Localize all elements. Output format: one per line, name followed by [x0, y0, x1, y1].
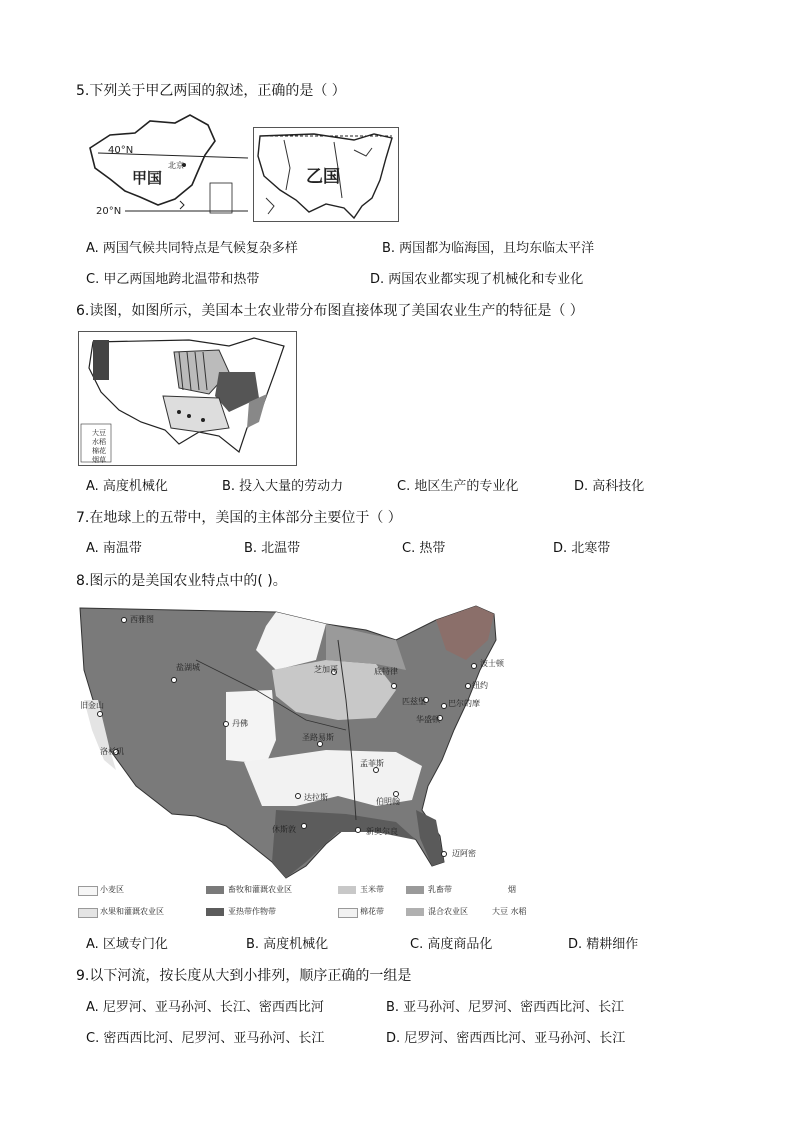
legend-soy: 大豆 — [492, 907, 508, 916]
city-boston: 波士顿 — [480, 659, 504, 668]
city-saltlake: 盐湖城 — [176, 663, 200, 672]
q8-option-a[interactable]: A. 区域专门化 — [86, 937, 168, 952]
city-stlouis: 圣路易斯 — [302, 733, 334, 742]
yi-country-label: 乙国 — [306, 167, 340, 187]
legend-tobacco-zone: 烟 — [508, 885, 516, 894]
q8-option-b[interactable]: B. 高度机械化 — [246, 937, 329, 952]
q5-option-c[interactable]: C. 甲乙两国地跨北温带和热带 — [86, 272, 260, 287]
city-dallas: 达拉斯 — [304, 793, 328, 802]
legend-rice: 水稻 — [92, 438, 106, 446]
q8-option-d[interactable]: D. 精耕细作 — [568, 937, 639, 952]
q5-option-b[interactable]: B. 两国都为临海国，且均东临太平洋 — [382, 241, 595, 256]
q8-option-c[interactable]: C. 高度商品化 — [410, 937, 493, 952]
city-memphis: 孟菲斯 — [360, 759, 384, 768]
lat20-label: 20°N — [96, 206, 122, 217]
lat40-label: 40°N — [108, 145, 134, 156]
city-denver: 丹佛 — [232, 719, 248, 728]
city-sanfrancisco: 旧金山 — [80, 701, 104, 710]
city-chicago: 芝加哥 — [314, 665, 338, 674]
q6-stem: 6.读图，如图所示，美国本土农业带分布图直接体现了美国农业生产的特征是（ ） — [76, 303, 584, 319]
legend-cotton: 棉花 — [92, 447, 106, 455]
city-pittsburgh: 匹兹堡 — [402, 697, 426, 706]
q5-option-a[interactable]: A. 两国气候共同特点是气候复杂多样 — [86, 241, 298, 256]
q7-option-c[interactable]: C. 热带 — [402, 541, 446, 556]
q6-option-a[interactable]: A. 高度机械化 — [86, 479, 168, 494]
q9-option-d[interactable]: D. 尼罗河、密西西比河、亚马孙河、长江 — [386, 1031, 626, 1046]
city-neworleans: 新奥尔良 — [366, 827, 398, 836]
q8-stem: 8.图示的是美国农业特点中的( )。 — [76, 573, 287, 589]
legend-soybean: 大豆 — [92, 429, 106, 437]
q6-agri-belt-map — [78, 331, 297, 466]
legend-mixed: 混合农业区 — [428, 907, 468, 916]
q5-usa-map — [253, 127, 399, 222]
beijing-label: 北京 — [168, 161, 184, 170]
q9-option-b[interactable]: B. 亚马孙河、尼罗河、密西西比河、长江 — [386, 1000, 625, 1015]
city-baltimore: 巴尔的摩 — [448, 699, 480, 708]
q5-stem: 5.下列关于甲乙两国的叙述，正确的是（ ） — [76, 83, 346, 99]
city-birmingham: 伯明翰 — [376, 797, 400, 806]
city-seattle: 西雅图 — [130, 615, 154, 624]
legend-dairy: 乳畜带 — [428, 885, 452, 894]
legend-cotton-belt: 棉花带 — [360, 907, 384, 916]
city-detroit: 底特律 — [374, 667, 398, 676]
q7-option-d[interactable]: D. 北寒带 — [553, 541, 611, 556]
q9-option-a[interactable]: A. 尼罗河、亚马孙河、长江、密西西比河 — [86, 1000, 324, 1015]
city-houston: 休斯敦 — [272, 825, 296, 834]
q5-china-map — [80, 113, 252, 221]
city-miami: 迈阿密 — [452, 849, 476, 858]
q6-option-b[interactable]: B. 投入大量的劳动力 — [222, 479, 344, 494]
legend-rice-zone: 水稻 — [510, 907, 527, 916]
q6-option-d[interactable]: D. 高科技化 — [574, 479, 645, 494]
city-washington: 华盛顿 — [416, 715, 440, 724]
q5-option-d[interactable]: D. 两国农业都实现了机械化和专业化 — [370, 272, 584, 287]
city-losangeles: 洛杉矶 — [100, 747, 124, 756]
legend-soy-rice — [492, 906, 527, 917]
jia-country-label: 甲国 — [132, 169, 163, 187]
q9-stem: 9.以下河流，按长度从大到小排列，顺序正确的一组是 — [76, 968, 412, 984]
q8-legend — [76, 882, 536, 924]
legend-corn: 玉米带 — [360, 885, 384, 894]
legend-tobacco: 烟草 — [92, 456, 106, 464]
q7-stem: 7.在地球上的五带中，美国的主体部分主要位于（ ） — [76, 510, 402, 526]
legend-wheat: 小麦区 — [100, 885, 124, 894]
q7-option-b[interactable]: B. 北温带 — [244, 541, 301, 556]
legend-subtropical: 亚热带作物带 — [228, 907, 276, 916]
q8-agri-zone-map — [76, 600, 536, 925]
q6-option-c[interactable]: C. 地区生产的专业化 — [397, 479, 519, 494]
legend-ranch: 畜牧和灌溉农业区 — [228, 885, 292, 894]
q7-option-a[interactable]: A. 南温带 — [86, 541, 142, 556]
city-newyork: 纽约 — [472, 681, 488, 690]
legend-fruit: 水果和灌溉农业区 — [100, 907, 164, 916]
q9-option-c[interactable]: C. 密西西比河、尼罗河、亚马孙河、长江 — [86, 1031, 325, 1046]
